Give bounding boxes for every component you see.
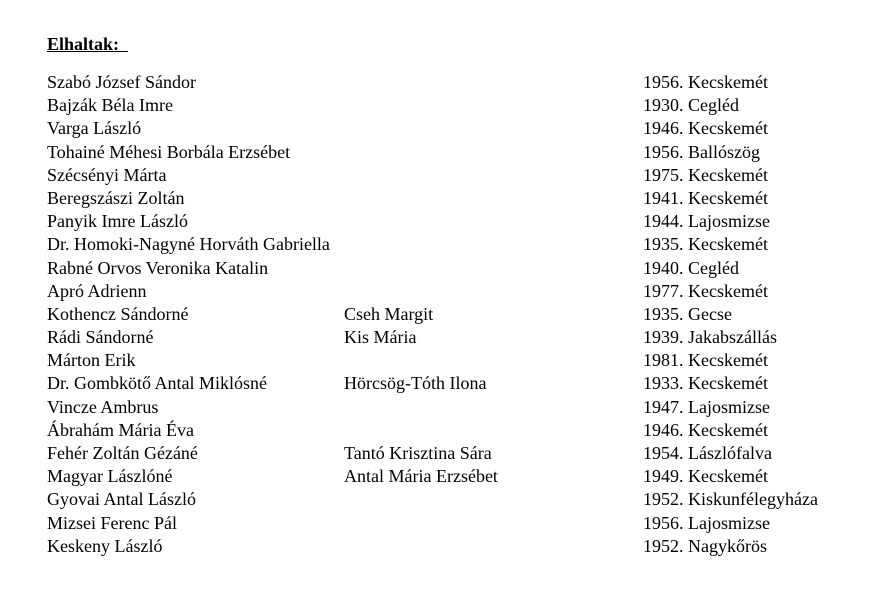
birth-year-place: 1954. Lászlófalva	[643, 443, 772, 463]
birth-year-place: 1940. Cegléd	[643, 257, 739, 278]
maiden-name: Antal Mária Erzsébet	[344, 466, 498, 487]
birth-year-place: 1935. Kecskemét	[643, 234, 768, 255]
person-name: Vincze Ambrus	[47, 396, 159, 417]
birth-year-place: 1946. Kecskemét	[643, 118, 768, 139]
birth-year-place: 1939. Jakabszállás	[643, 327, 777, 348]
list-item	[47, 419, 867, 442]
person-name: Dr. Gombkötő Antal Miklósné	[47, 373, 267, 394]
maiden-name: Hörcsög-Tóth Ilona	[344, 373, 487, 394]
birth-year-place: 1977. Kecskemét	[643, 280, 768, 301]
list-item	[47, 442, 867, 465]
birth-year-place: 1933. Kecskemét	[643, 373, 768, 394]
list-item	[47, 349, 867, 372]
person-name: Dr. Homoki-Nagyné Horváth Gabriella	[47, 234, 330, 255]
list-item	[47, 117, 867, 140]
person-name: Fehér Zoltán Gézáné	[47, 443, 198, 463]
person-name: Márton Erik	[47, 350, 136, 371]
list-item	[47, 488, 867, 511]
person-name: Bajzák Béla Imre	[47, 95, 173, 116]
list-item	[47, 210, 867, 233]
birth-year-place: 1956. Kecskemét	[643, 72, 768, 92]
list-item	[47, 465, 867, 488]
list-item	[47, 164, 867, 187]
birth-year-place: 1941. Kecskemét	[643, 187, 768, 208]
birth-year-place: 1956. Lajosmizse	[643, 512, 770, 533]
birth-year-place: 1952. Kiskunfélegyháza	[643, 489, 818, 510]
list-item	[47, 303, 867, 326]
person-name: Ábrahám Mária Éva	[47, 419, 194, 440]
list-item	[47, 71, 867, 94]
list-item	[47, 512, 867, 535]
list-item	[47, 326, 867, 349]
birth-year-place: 1952. Nagykőrös	[643, 535, 767, 556]
maiden-name: Kis Mária	[344, 327, 417, 348]
person-name: Szécsényi Márta	[47, 164, 167, 185]
maiden-name: Cseh Margit	[344, 303, 434, 324]
birth-year-place: 1944. Lajosmizse	[643, 211, 770, 232]
list-item	[47, 187, 867, 210]
list-item	[47, 233, 867, 256]
person-name: Mizsei Ferenc Pál	[47, 512, 177, 533]
person-name: Kothencz Sándorné	[47, 303, 189, 324]
birth-year-place: 1946. Kecskemét	[643, 419, 768, 440]
person-name: Panyik Imre László	[47, 211, 188, 232]
list-item	[47, 535, 867, 558]
person-name: Magyar Lászlóné	[47, 466, 173, 487]
list-item	[47, 94, 867, 117]
person-name: Keskeny László	[47, 535, 163, 556]
birth-year-place: 1981. Kecskemét	[643, 350, 768, 371]
birth-year-place: 1975. Kecskemét	[643, 164, 768, 185]
birth-year-place: 1935. Gecse	[643, 303, 732, 324]
person-name: Varga László	[47, 118, 142, 139]
maiden-name: Tantó Krisztina Sára	[344, 443, 492, 463]
person-name: Apró Adrienn	[47, 280, 147, 301]
list-item	[47, 280, 867, 303]
person-name: Tohainé Méhesi Borbála Erzsébet	[47, 141, 291, 162]
list-item	[47, 396, 867, 419]
list-item	[47, 257, 867, 280]
document-heading: Elhaltak:	[47, 34, 129, 54]
birth-year-place: 1956. Ballószög	[643, 141, 760, 162]
list-item	[47, 372, 867, 395]
list-item	[47, 141, 867, 164]
birth-year-place: 1949. Kecskemét	[643, 466, 768, 487]
person-name: Gyovai Antal László	[47, 489, 196, 510]
birth-year-place: 1947. Lajosmizse	[643, 396, 770, 417]
person-name: Beregszászi Zoltán	[47, 187, 185, 208]
birth-year-place: 1930. Cegléd	[643, 95, 739, 116]
person-name: Szabó József Sándor	[47, 72, 196, 92]
person-name: Rabné Orvos Veronika Katalin	[47, 257, 269, 278]
person-name: Rádi Sándorné	[47, 327, 154, 348]
deceased-list	[47, 71, 867, 558]
